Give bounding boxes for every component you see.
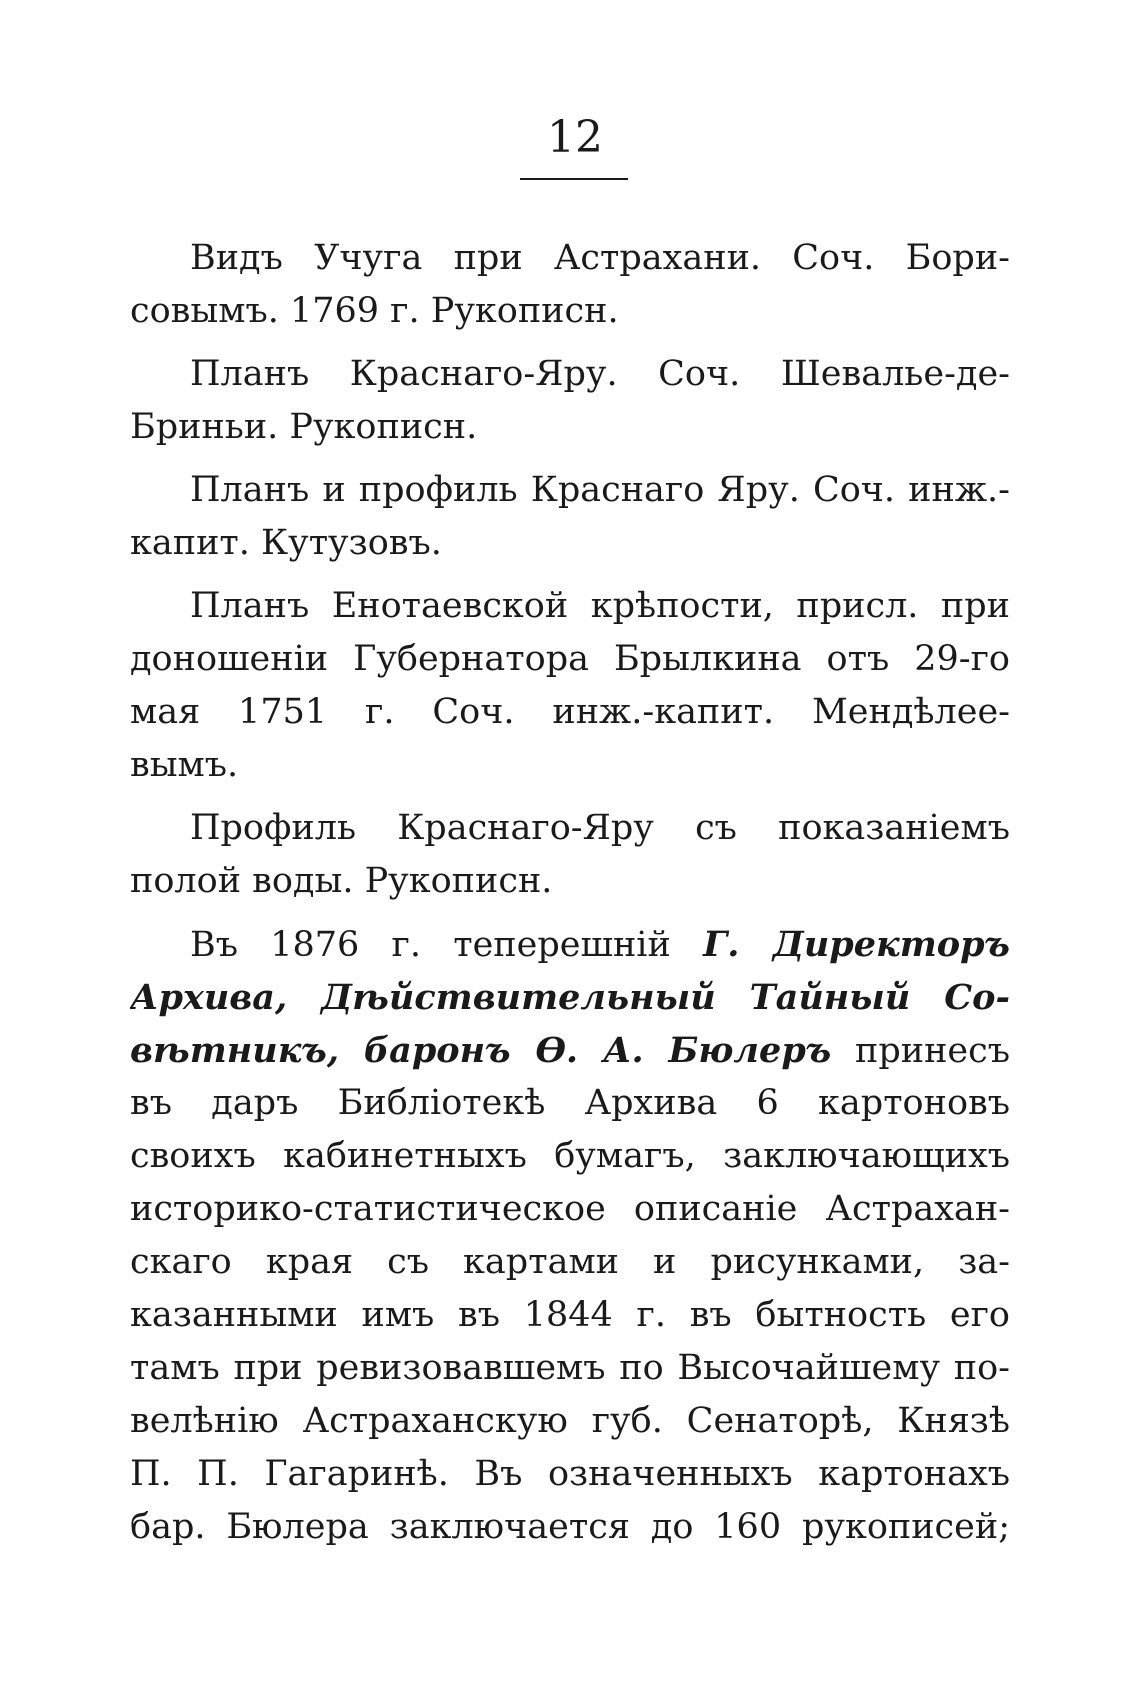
text-line: совымъ. 1769 г. Рукописн. [130,291,619,331]
text-line: въ даръ Библіотекѣ Архива 6 картоновъ [130,1083,1010,1123]
text-line: казанными имъ въ 1844 г. въ бытность его [130,1295,1010,1335]
text-line: Планъ Краснаго-Яру. Соч. Шевалье-де- [190,354,1010,394]
text-line: бар. Бюлера заключается до 160 рукописей; [130,1507,1010,1547]
text-line: тамъ при ревизовавшемъ по Высочайшему по- [130,1348,1010,1388]
text-line: доношеніи Губернатора Брылкина отъ 29-го [130,639,1010,679]
emphasized-text: Г. Директоръ [703,924,1010,965]
text-line: вѣтникъ, баронъ Ѳ. А. Бюлеръ принесъ [130,1030,1010,1071]
text-line: историко-статистическое описаніе Астрахан- [130,1189,1010,1229]
body-text [130,232,1010,1554]
text-line: велѣнію Астраханскую губ. Сенаторѣ, Князѣ [130,1401,1010,1441]
page-number: 12 [547,112,603,163]
text-line: мая 1751 г. Соч. инж.-капит. Мендѣлее- [130,692,1010,732]
page-number-rule [520,178,628,180]
text-line: Планъ Енотаевской крѣпости, присл. при [190,586,1010,626]
emphasized-text: вѣтникъ, баронъ Ѳ. А. Бюлеръ [130,1030,832,1071]
text-line: Въ 1876 г. теперешній Г. Директоръ [190,924,1010,965]
emphasized-text: Архива, Дѣйствительный Тайный Со- [130,977,1010,1018]
text-line: Видъ Учуга при Астрахани. Соч. Бори- [190,238,1010,278]
text-line: скаго края съ картами и рисунками, за- [130,1242,1010,1282]
text-line [130,971,1010,1024]
text-line: Профиль Краснаго-Яру съ показаніемъ [190,808,1010,848]
text-line: полой воды. Рукописн. [130,861,553,901]
text-line: вымъ. [130,745,239,785]
text-line: капит. Кутузовъ. [130,523,442,563]
text-line: Планъ и профиль Краснаго Яру. Соч. инж.- [190,470,1010,510]
text-line: своихъ кабинетныхъ бумагъ, заключающихъ [130,1136,1010,1176]
text-line: Бриньи. Рукописн. [130,407,478,447]
text-line: П. П. Гагаринѣ. Въ означенныхъ картонахъ [130,1454,1010,1494]
